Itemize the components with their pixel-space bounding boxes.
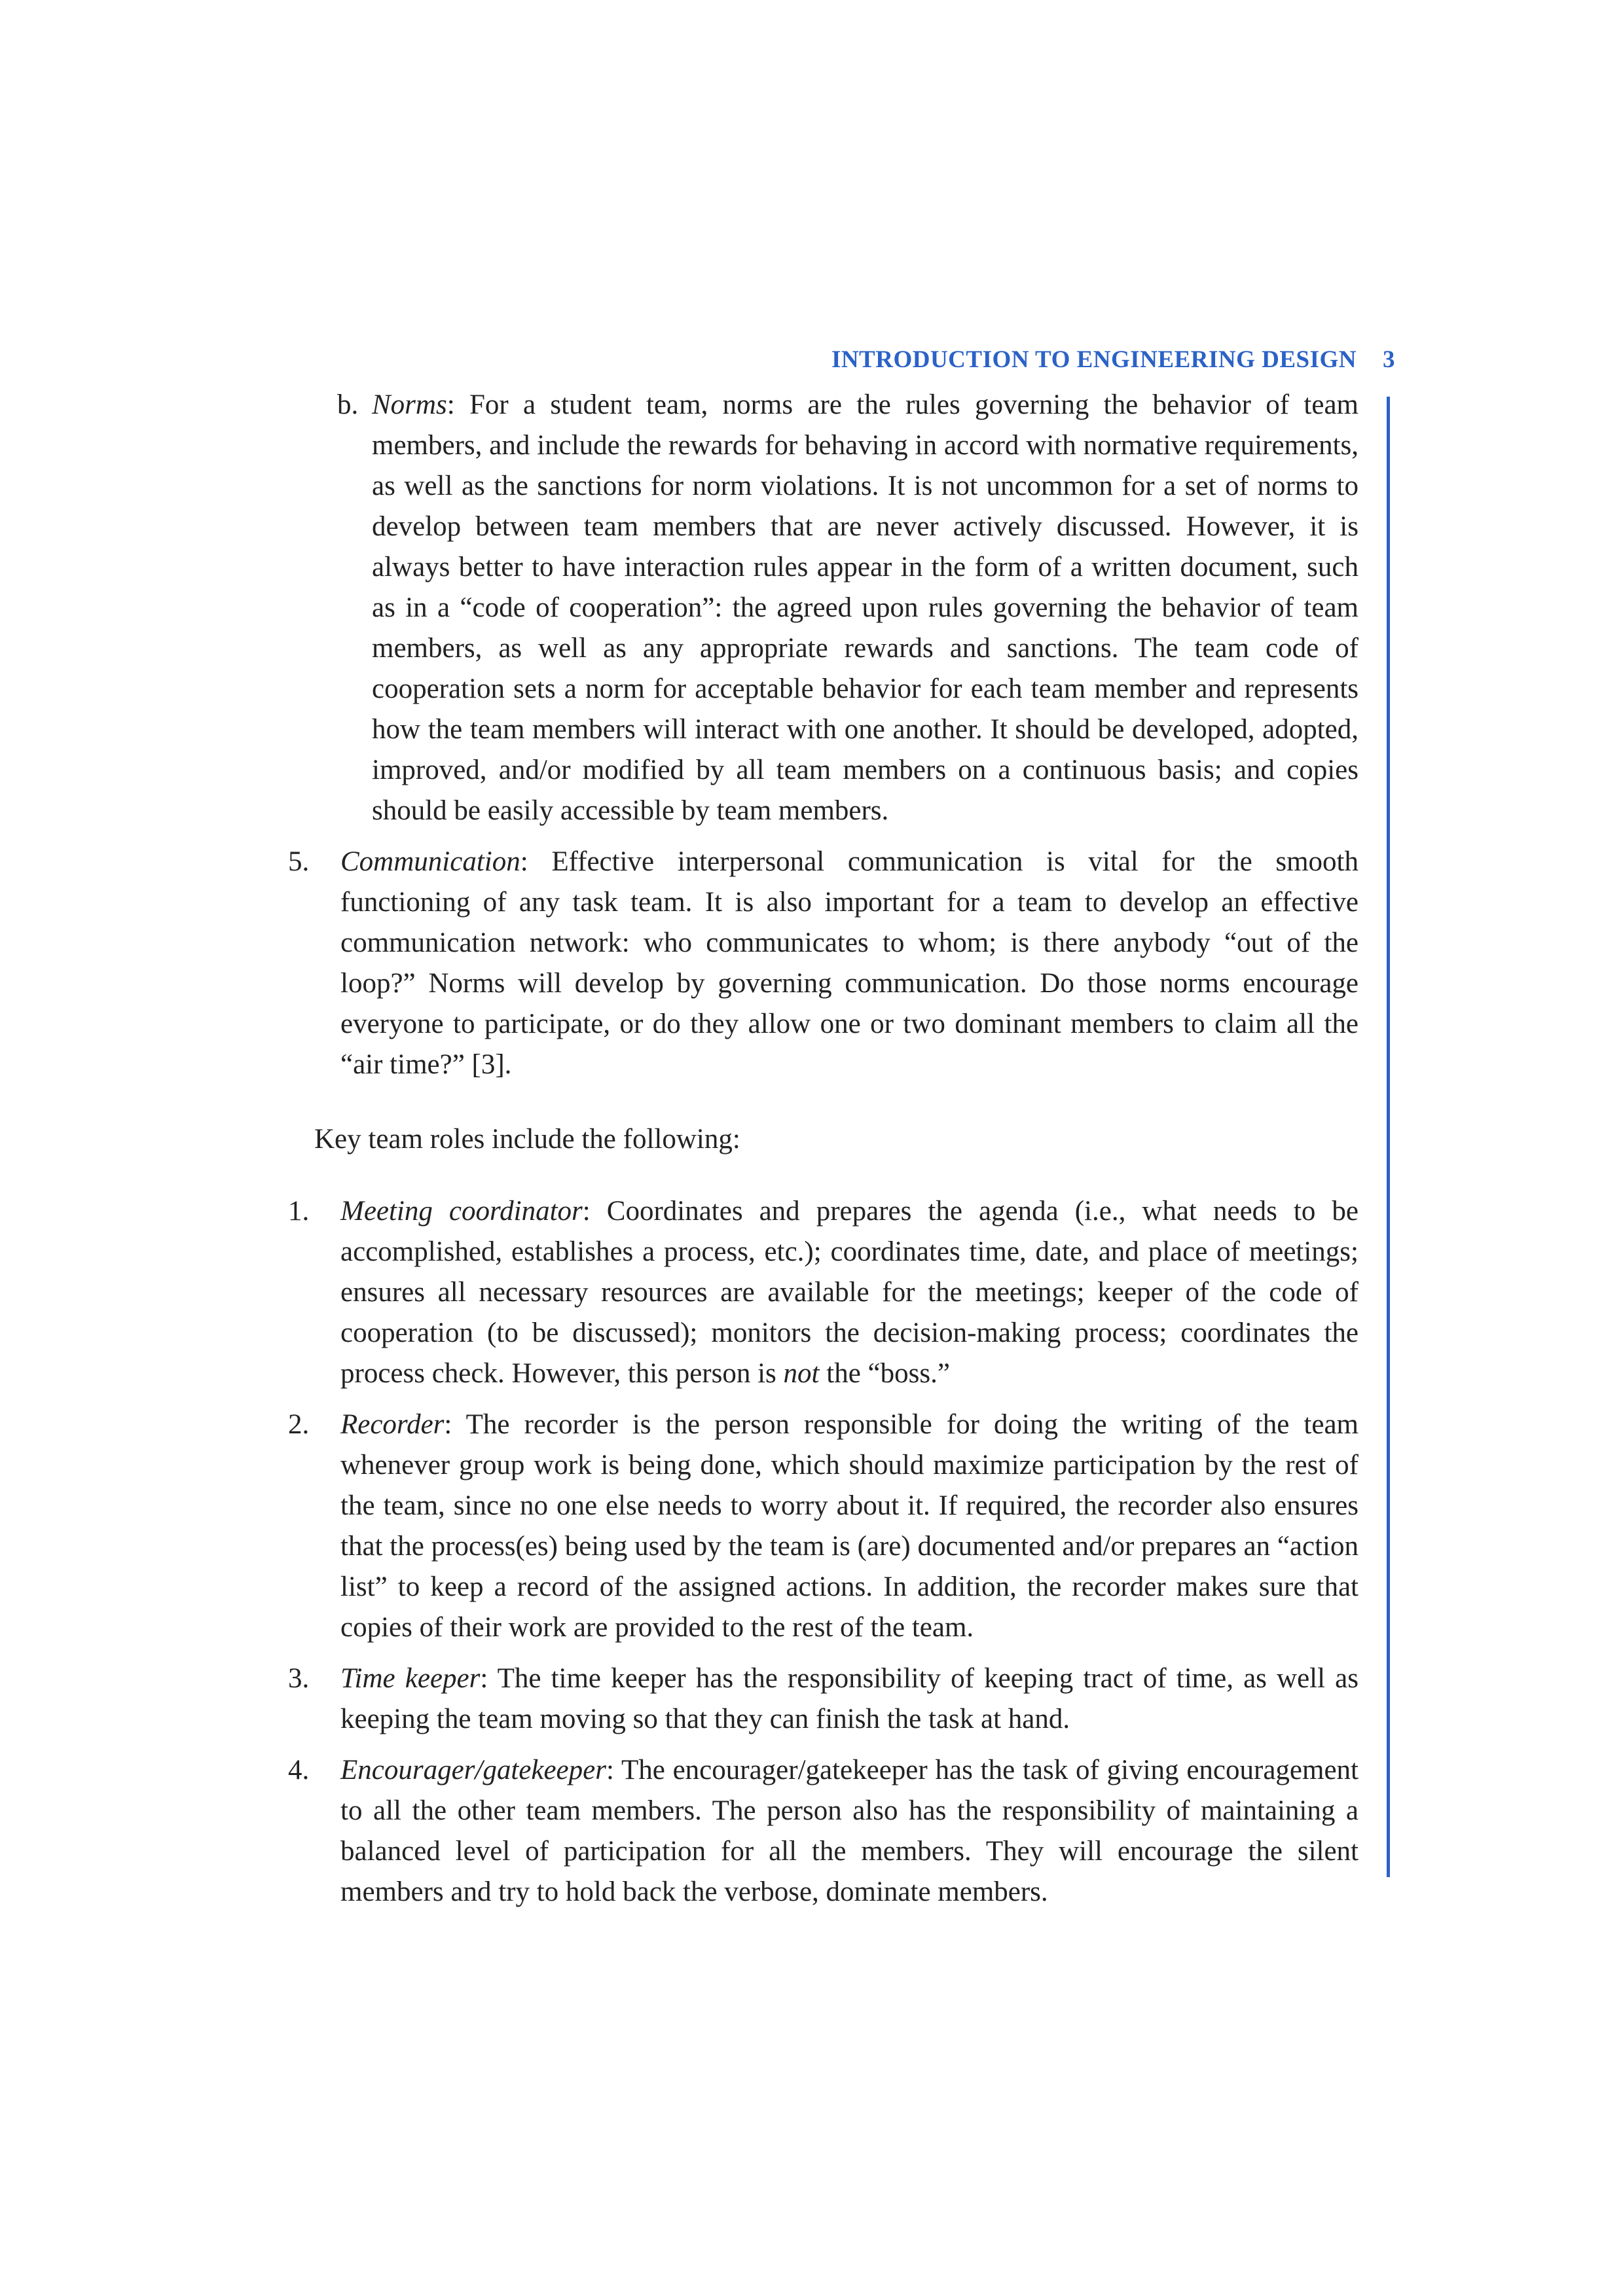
list-item-term: Encourager/gatekeeper [340, 1755, 606, 1785]
list-marker: b. [337, 389, 359, 420]
list-item-recorder [288, 1405, 1359, 1648]
roles-intro: Key team roles include the following: [314, 1124, 740, 1155]
list-item-text [372, 385, 1359, 831]
list-item-communication [288, 842, 1359, 1085]
list-item-body: : For a student team, norms are the rules governing the behavior of team members, and include the rewards for behaving in accord with normative requirements, as well as the sanctions for norm violations. It is not uncommon for a set of norms to develop between team members that are never actively discussed. However, it is always better to have interaction rules appear in the form of a written document, such as in a “code of cooperation”: the agreed upon rules governing the behavior of team members, as well as any appropriate rewards and sanctions. The team code of cooperation sets a norm for acceptable behavior for each team member and represents how the team members will interact with one another. It should be developed, adopted, improved, and/or modified by all team members on a continuous basis; and copies should be easily accessible by team members. [372, 389, 1359, 826]
list-item-text [340, 1659, 1359, 1740]
list-item-term: Recorder [340, 1409, 445, 1440]
page-body [288, 385, 1359, 1912]
margin-rule [1387, 397, 1390, 1877]
list-marker: 3. [288, 1663, 310, 1694]
list-item-body: : The encourager/gatekeeper has the task of giving encouragement to all the other team members. The person also has the responsibility of maintaining a balanced level of participation for all the members. They will encourage the silent members and try to hold back the verbose, dominate members. [340, 1755, 1359, 1907]
running-header [831, 346, 1395, 374]
list-item-text [340, 1191, 1359, 1394]
list-item-body: : The time keeper has the responsibility of keeping tract of time, as well as keeping the team moving so that they can finish the task at hand. [340, 1663, 1359, 1734]
header-title: INTRODUCTION TO ENGINEERING DESIGN [831, 346, 1357, 373]
list-item-body: : Effective interpersonal communication is vital for the smooth functioning of any task team. It is also important for a team to develop an effective communication network: who communicates to whom; is there anybody “out of the loop?” Norms will develop by governing communication. Do those norms encourage everyone to participate, or do they allow one or two dominant members to claim all the “air time?” [3]. [340, 846, 1359, 1080]
list-item-term: Time keeper [340, 1663, 481, 1694]
list-item-text [340, 1750, 1359, 1912]
list-item-term: Communication [340, 846, 520, 877]
list-item-text [340, 842, 1359, 1085]
list-marker: 4. [288, 1755, 310, 1785]
list-item-tail: the “boss.” [819, 1358, 950, 1389]
list-item-term: Norms [372, 389, 447, 420]
list-item-text [340, 1405, 1359, 1648]
list-item-norms [288, 385, 1359, 831]
page-number: 3 [1383, 346, 1395, 373]
list-item-body: : Coordinates and prepares the agenda (i.e., what needs to be accomplished, establishes a process, etc.); coordinates time, date, and place of meetings; ensures all necessary resources are available for the meetings; keeper of the code of cooperation (to be discussed); monitors the decision-making process; coordinates the process check. However, this person is [340, 1196, 1359, 1389]
list-marker: 5. [288, 846, 310, 877]
list-marker: 1. [288, 1196, 310, 1227]
list-item-body: : The recorder is the person responsible for doing the writing of the team whenever group work is being done, which should maximize participation by the rest of the team, since no one else needs to worry about it. If required, the recorder also ensures that the process(es) being used by the team is (are) documented and/or prepares an “action list” to keep a record of the assigned actions. In addition, the recorder makes sure that copies of their work are provided to the rest of the team. [340, 1409, 1359, 1643]
list-item-encourager [288, 1750, 1359, 1912]
list-item-meeting-coordinator [288, 1191, 1359, 1394]
list-item-time-keeper [288, 1659, 1359, 1740]
list-item-term: Meeting coordinator [340, 1196, 583, 1227]
emphasis-text: not [783, 1358, 820, 1389]
list-marker: 2. [288, 1409, 310, 1440]
